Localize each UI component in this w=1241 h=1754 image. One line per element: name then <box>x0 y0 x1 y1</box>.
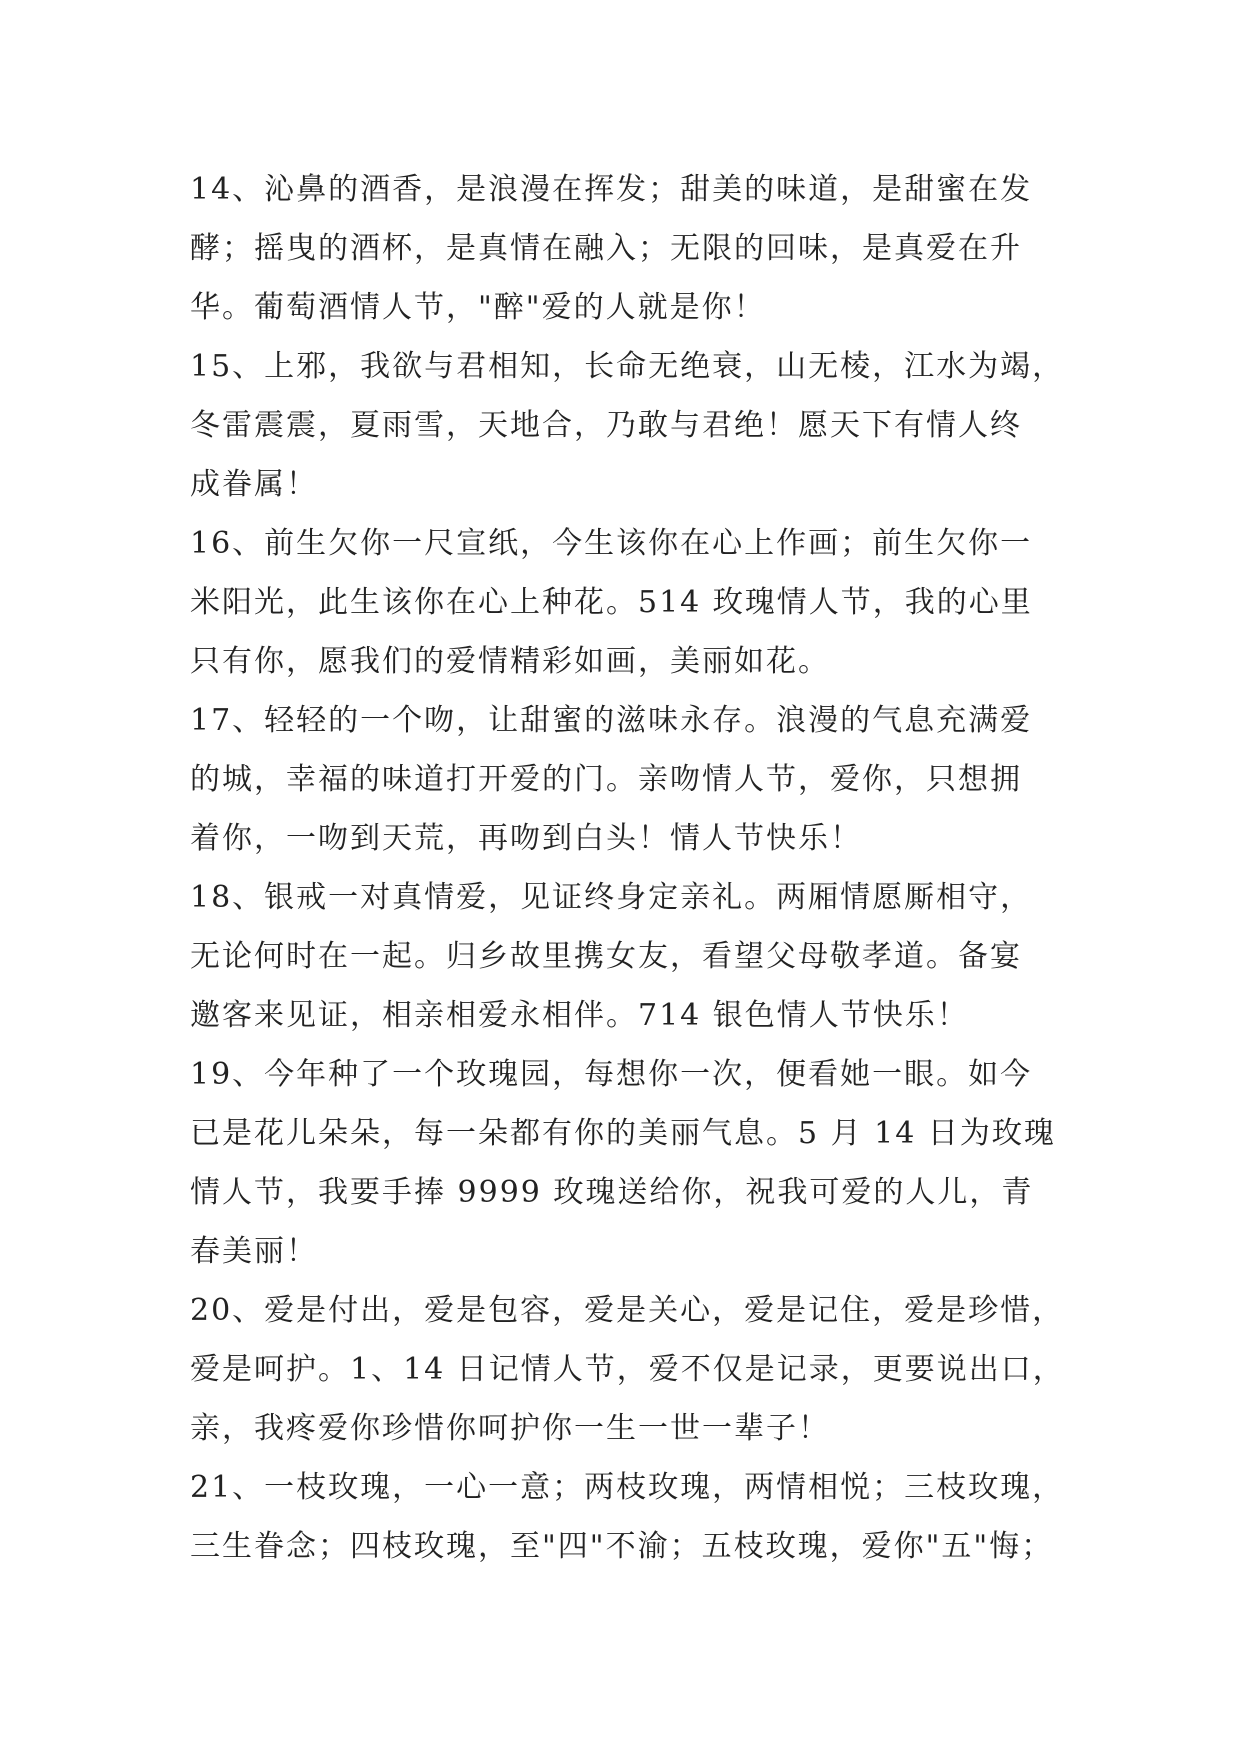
text-line: 酵；摇曳的酒杯，是真情在融入；无限的回味，是真爱在升 <box>190 231 1022 266</box>
text-line: 春美丽！ <box>190 1234 318 1269</box>
text-line: 爱是呵护。1、14 日记情人节，爱不仅是记录，更要说出口， <box>190 1352 1065 1387</box>
document-body <box>190 160 1070 1576</box>
text-line: 的城，幸福的味道打开爱的门。亲吻情人节，爱你，只想拥 <box>190 762 1022 797</box>
text-line: 情人节，我要手捧 9999 玫瑰送给你，祝我可爱的人儿，青 <box>190 1175 1034 1210</box>
text-line: 冬雷震震，夏雨雪，天地合，乃敢与君绝！愿天下有情人终 <box>190 408 1022 443</box>
text-line: 17、轻轻的一个吻，让甜蜜的滋味永存。浪漫的气息充满爱 <box>190 703 1033 738</box>
text-line: 20、爱是付出，爱是包容，爱是关心，爱是记住，爱是珍惜， <box>190 1293 1065 1328</box>
text-line: 19、今年种了一个玫瑰园，每想你一次，便看她一眼。如今 <box>190 1057 1033 1092</box>
text-line: 无论何时在一起。归乡故里携女友，看望父母敬孝道。备宴 <box>190 939 1022 974</box>
text-line: 亲，我疼爱你珍惜你呵护你一生一世一辈子！ <box>190 1411 830 1446</box>
text-line: 14、沁鼻的酒香，是浪漫在挥发；甜美的味道，是甜蜜在发 <box>190 172 1033 207</box>
text-line: 15、上邪，我欲与君相知，长命无绝衰，山无棱，江水为竭， <box>190 349 1065 384</box>
text-line: 着你，一吻到天荒，再吻到白头！情人节快乐！ <box>190 821 862 856</box>
text-line: 米阳光，此生该你在心上种花。514 玫瑰情人节，我的心里 <box>190 585 1033 620</box>
text-line: 21、一枝玫瑰，一心一意；两枝玫瑰，两情相悦；三枝玫瑰， <box>190 1470 1065 1505</box>
text-line: 三生眷念；四枝玫瑰，至"四"不渝；五枝玫瑰，爱你"五"悔； <box>190 1529 1054 1564</box>
text-line: 成眷属！ <box>190 467 318 502</box>
text-line: 邀客来见证，相亲相爱永相伴。714 银色情人节快乐！ <box>190 998 969 1033</box>
text-line: 16、前生欠你一尺宣纸，今生该你在心上作画；前生欠你一 <box>190 526 1033 561</box>
text-line: 华。葡萄酒情人节，"醉"爱的人就是你！ <box>190 290 766 325</box>
text-line: 18、银戒一对真情爱，见证终身定亲礼。两厢情愿厮相守， <box>190 880 1033 915</box>
text-line: 已是花儿朵朵，每一朵都有你的美丽气息。5 月 14 日为玫瑰 <box>190 1116 1056 1151</box>
text-line: 只有你，愿我们的爱情精彩如画，美丽如花。 <box>190 644 830 679</box>
